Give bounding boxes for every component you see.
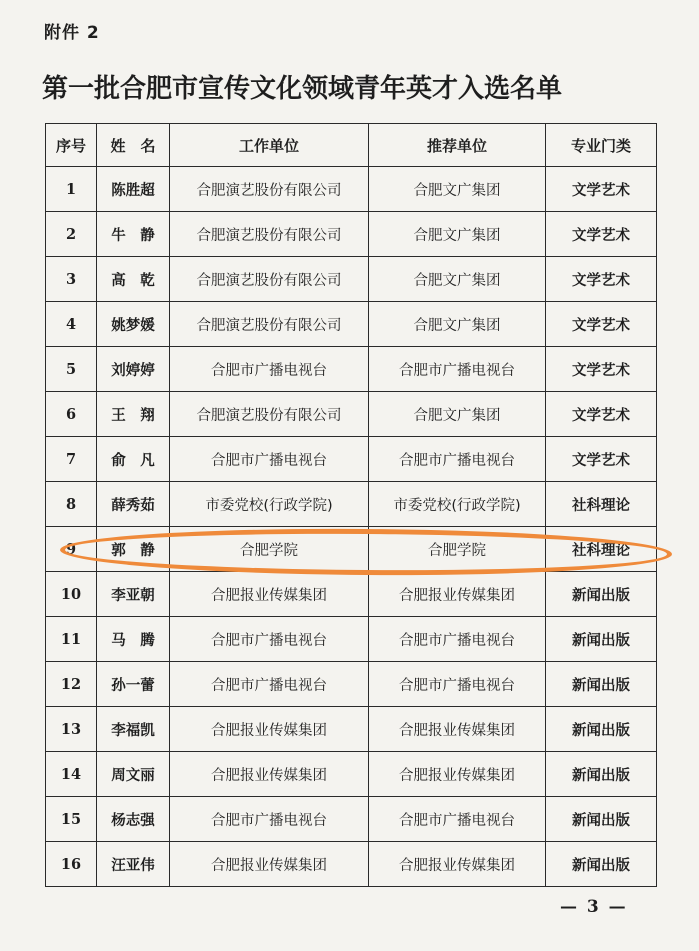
cell-recommender: 合肥市广播电视台 [369,662,546,707]
cell-recommender: 合肥市广播电视台 [369,797,546,842]
cell-name: 俞 凡 [97,437,170,482]
header-recommender: 推荐单位 [369,124,546,167]
cell-name: 李福凯 [97,707,170,752]
table-row [46,617,657,662]
page-number: — 3 — [560,897,628,917]
cell-name: 刘婷婷 [97,347,170,392]
cell-work-unit: 合肥演艺股份有限公司 [170,257,369,302]
cell-number: 2 [46,212,97,257]
table-row [46,752,657,797]
cell-name: 高 乾 [97,257,170,302]
cell-work-unit: 合肥报业传媒集团 [170,572,369,617]
table-row [46,797,657,842]
table-row [46,257,657,302]
table-row [46,167,657,212]
cell-name: 李亚朝 [97,572,170,617]
cell-work-unit: 市委党校(行政学院) [170,482,369,527]
cell-category: 文学艺术 [546,212,657,257]
cell-work-unit: 合肥市广播电视台 [170,617,369,662]
cell-recommender: 合肥文广集团 [369,302,546,347]
cell-name: 王 翔 [97,392,170,437]
table-row [46,302,657,347]
cell-category: 文学艺术 [546,392,657,437]
cell-category: 文学艺术 [546,302,657,347]
cell-number: 12 [46,662,97,707]
cell-number: 15 [46,797,97,842]
cell-number: 4 [46,302,97,347]
cell-work-unit: 合肥演艺股份有限公司 [170,212,369,257]
cell-work-unit: 合肥报业传媒集团 [170,707,369,752]
cell-recommender: 合肥报业传媒集团 [369,707,546,752]
cell-category: 新闻出版 [546,572,657,617]
cell-name: 汪亚伟 [97,842,170,887]
table-row-highlighted [46,527,657,572]
cell-name: 马 腾 [97,617,170,662]
cell-category: 文学艺术 [546,347,657,392]
cell-recommender: 合肥报业传媒集团 [369,572,546,617]
cell-category: 新闻出版 [546,617,657,662]
table-row [46,572,657,617]
cell-name: 郭 静 [97,527,170,572]
cell-work-unit: 合肥演艺股份有限公司 [170,167,369,212]
table-row [46,662,657,707]
cell-category: 新闻出版 [546,752,657,797]
cell-category: 新闻出版 [546,842,657,887]
cell-number: 10 [46,572,97,617]
cell-name: 孙一蕾 [97,662,170,707]
cell-work-unit: 合肥报业传媒集团 [170,842,369,887]
attachment-label: 附件 2 [44,23,100,43]
roster-table [45,123,657,887]
cell-category: 新闻出版 [546,662,657,707]
cell-number: 6 [46,392,97,437]
cell-name: 牛 静 [97,212,170,257]
cell-number: 5 [46,347,97,392]
header-category: 专业门类 [546,124,657,167]
header-name: 姓 名 [97,124,170,167]
cell-work-unit: 合肥市广播电视台 [170,347,369,392]
cell-recommender: 合肥报业传媒集团 [369,842,546,887]
table-row [46,392,657,437]
cell-category: 社科理论 [546,482,657,527]
cell-recommender: 合肥文广集团 [369,392,546,437]
table-row [46,212,657,257]
cell-recommender: 合肥市广播电视台 [369,617,546,662]
header-work-unit: 工作单位 [170,124,369,167]
cell-work-unit: 合肥市广播电视台 [170,797,369,842]
cell-work-unit: 合肥学院 [170,527,369,572]
cell-name: 杨志强 [97,797,170,842]
cell-work-unit: 合肥演艺股份有限公司 [170,392,369,437]
table-header-row [46,124,657,167]
table-row [46,437,657,482]
cell-recommender: 合肥文广集团 [369,212,546,257]
cell-work-unit: 合肥市广播电视台 [170,437,369,482]
cell-number: 16 [46,842,97,887]
cell-number: 11 [46,617,97,662]
cell-work-unit: 合肥市广播电视台 [170,662,369,707]
cell-category: 文学艺术 [546,167,657,212]
cell-name: 姚梦媛 [97,302,170,347]
table-row [46,482,657,527]
document-title: 第一批合肥市宣传文化领域青年英才入选名单 [42,74,563,104]
header-number: 序号 [46,124,97,167]
cell-number: 9 [46,527,97,572]
cell-category: 文学艺术 [546,437,657,482]
table-row [46,347,657,392]
cell-category: 社科理论 [546,527,657,572]
cell-number: 7 [46,437,97,482]
cell-name: 薛秀茹 [97,482,170,527]
cell-number: 8 [46,482,97,527]
cell-name: 陈胜超 [97,167,170,212]
cell-number: 3 [46,257,97,302]
table-row [46,707,657,752]
cell-recommender: 合肥文广集团 [369,167,546,212]
table-row [46,842,657,887]
cell-recommender: 合肥市广播电视台 [369,347,546,392]
cell-number: 14 [46,752,97,797]
cell-work-unit: 合肥报业传媒集团 [170,752,369,797]
cell-number: 13 [46,707,97,752]
cell-recommender: 合肥市广播电视台 [369,437,546,482]
cell-category: 文学艺术 [546,257,657,302]
cell-recommender: 合肥报业传媒集团 [369,752,546,797]
cell-name: 周文丽 [97,752,170,797]
cell-category: 新闻出版 [546,707,657,752]
cell-number: 1 [46,167,97,212]
cell-category: 新闻出版 [546,797,657,842]
cell-recommender: 市委党校(行政学院) [369,482,546,527]
cell-recommender: 合肥学院 [369,527,546,572]
cell-work-unit: 合肥演艺股份有限公司 [170,302,369,347]
cell-recommender: 合肥文广集团 [369,257,546,302]
